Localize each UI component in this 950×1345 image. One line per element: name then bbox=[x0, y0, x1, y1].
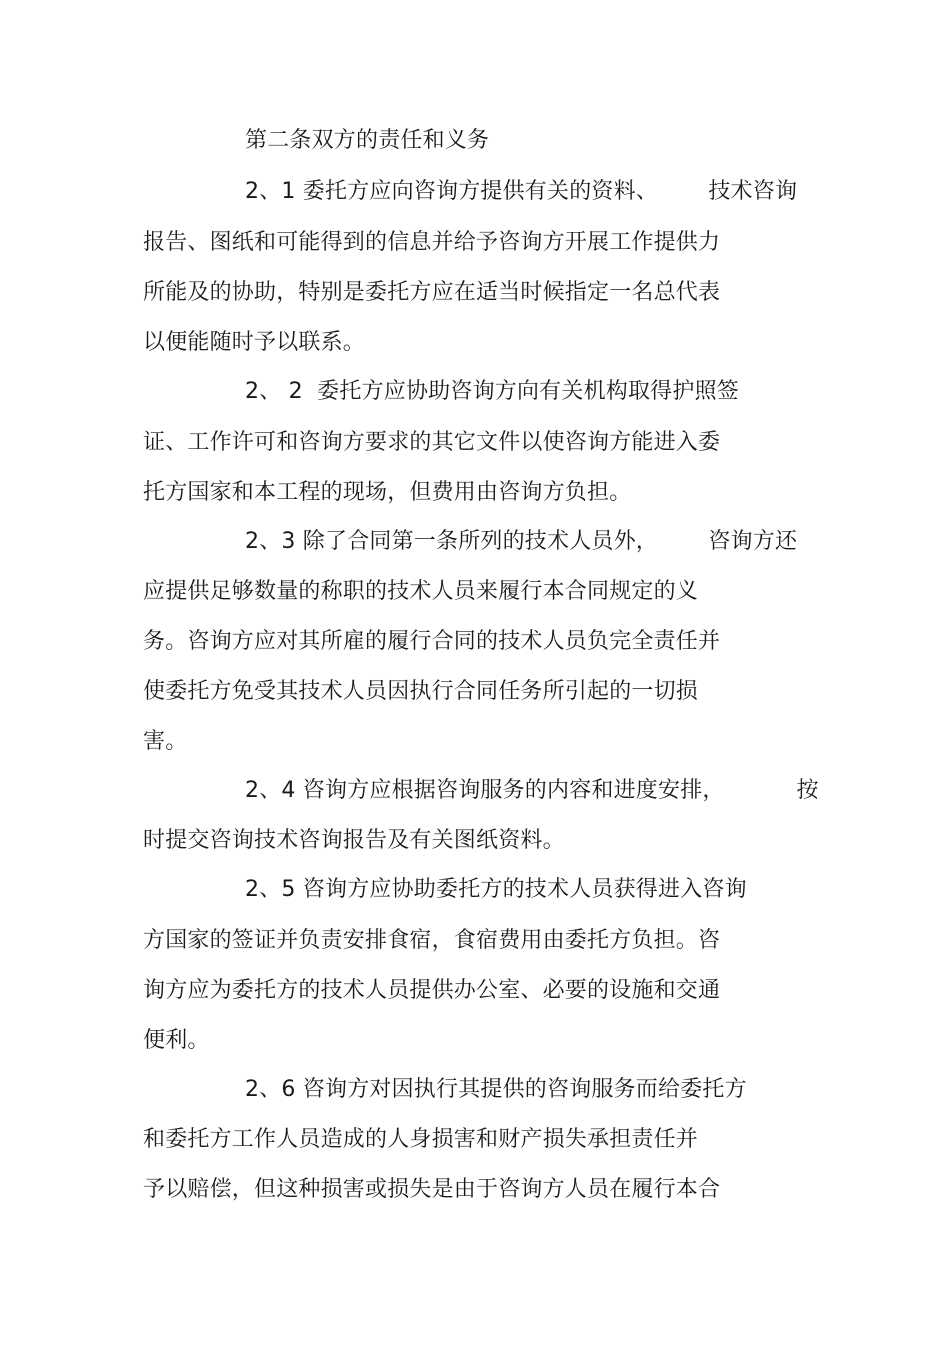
text-line: 托方国家和本工程的现场，但费用由咨询方负担。 bbox=[143, 480, 632, 505]
text-line: 害。 bbox=[143, 729, 188, 754]
text-line: 时提交咨询技术咨询报告及有关图纸资料。 bbox=[143, 828, 565, 853]
text-line: 方国家的签证并负责安排食宿，食宿费用由委托方负担。咨 bbox=[143, 928, 721, 953]
text-line: 询方应为委托方的技术人员提供办公室、必要的设施和交通 bbox=[143, 978, 721, 1003]
text-line: 2、3 除了合同第一条所列的技术人员外， 咨询方还 bbox=[245, 529, 798, 554]
text-line: 务。咨询方应对其所雇的履行合同的技术人员负完全责任并 bbox=[143, 629, 721, 654]
text-line: 以便能随时予以联系。 bbox=[143, 330, 366, 355]
text-line: 2、1 委托方应向咨询方提供有关的资料、 技术咨询 bbox=[245, 179, 798, 204]
text-line: 2、5 咨询方应协助委托方的技术人员获得进入咨询 bbox=[245, 877, 747, 902]
text-line: 证、工作许可和咨询方要求的其它文件以使咨询方能进入委 bbox=[143, 430, 721, 455]
text-line: 2、 2 委托方应协助咨询方向有关机构取得护照签 bbox=[245, 379, 739, 404]
text-line: 予以赔偿，但这种损害或损失是由于咨询方人员在履行本合 bbox=[143, 1177, 721, 1202]
text-line: 应提供足够数量的称职的技术人员来履行本合同规定的义 bbox=[143, 579, 699, 604]
text-line: 2、6 咨询方对因执行其提供的咨询服务而给委托方 bbox=[245, 1077, 747, 1102]
text-line: 所能及的协助，特别是委托方应在适当时候指定一名总代表 bbox=[143, 280, 721, 305]
text-line: 便利。 bbox=[143, 1028, 210, 1053]
text-line: 和委托方工作人员造成的人身损害和财产损失承担责任并 bbox=[143, 1127, 699, 1152]
article-heading: 第二条双方的责任和义务 bbox=[245, 128, 490, 153]
text-line: 报告、图纸和可能得到的信息并给予咨询方开展工作提供力 bbox=[143, 230, 721, 255]
text-line: 使委托方免受其技术人员因执行合同任务所引起的一切损 bbox=[143, 679, 699, 704]
text-line: 2、4 咨询方应根据咨询服务的内容和进度安排， 按 bbox=[245, 778, 819, 803]
